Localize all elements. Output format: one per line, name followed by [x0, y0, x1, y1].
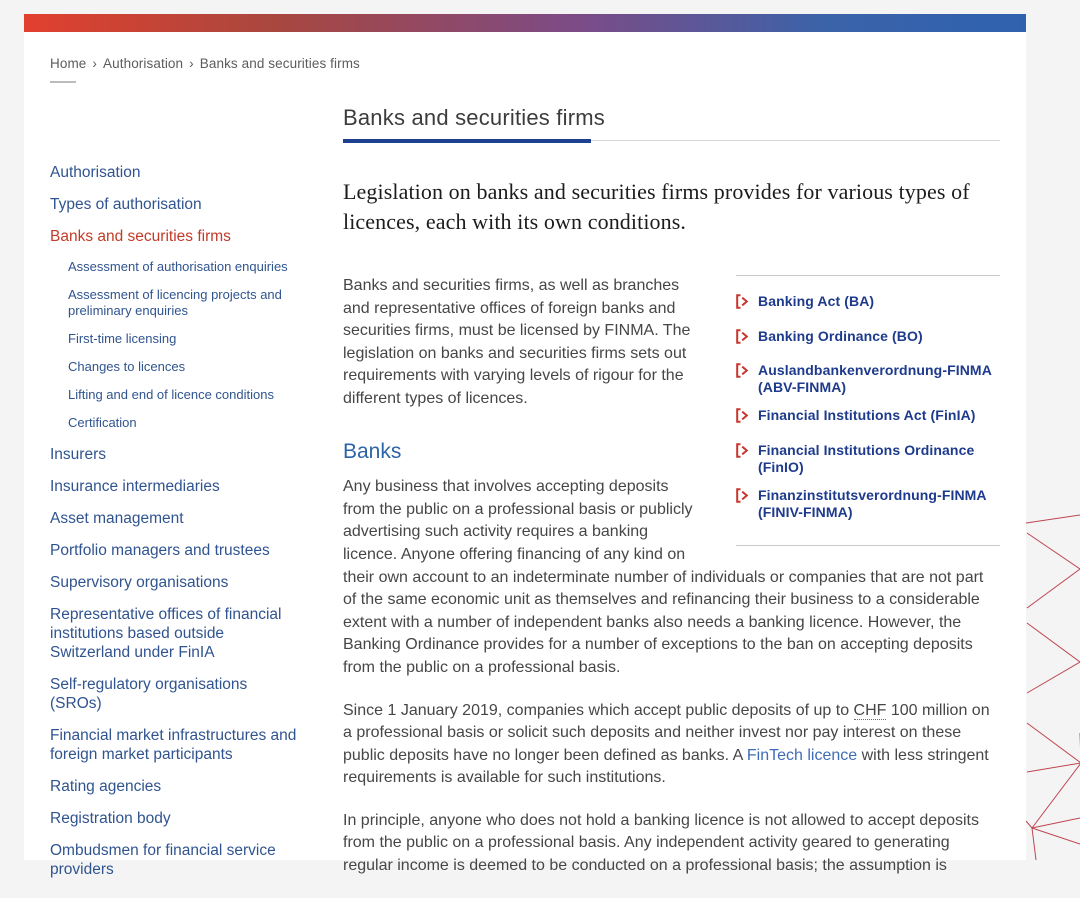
related-link-abv-finma[interactable]: Auslandbankenverordnung-FINMA (ABV-FINMA): [736, 362, 1000, 396]
sidebar-item-representative-offices[interactable]: Representative offices of financial institutions based outside Switzerland under FinIA: [50, 606, 282, 661]
breadcrumb-home[interactable]: Home: [50, 56, 87, 71]
sidebar-item-banks-and-securities-firms[interactable]: Banks and securities firms: [50, 228, 231, 245]
decorative-mesh: [1026, 495, 1080, 860]
chf-abbreviation: CHF: [853, 701, 887, 719]
sidebar-item-portfolio-managers-trustees[interactable]: Portfolio managers and trustees: [50, 542, 270, 559]
related-link-finiv-finma[interactable]: Finanzinstitutsverordnung-FINMA (FINIV-FINMA): [736, 487, 1000, 521]
sidebar-subitem-first-time-licensing[interactable]: First-time licensing: [68, 331, 177, 346]
banks-paragraph-1: Any business that involves accepting deposits from the public on a professional basis or publicly advertising such activity requires a banking licence. Anyone offering financing of any kind on their own account to an indeterminate number of individuals or companies that are not part of the same economic unit as themselves and refinancing their business to a considerable extent with a number of independent banks also needs a banking licence. However, the Banking Ordinance provides for a number of exceptions to the ban on accepting deposits from the public on a professional basis.: [343, 478, 984, 676]
link-arrow-icon: [736, 294, 749, 317]
page-title: Banks and securities firms: [343, 105, 605, 130]
sidebar-subitem-assessment-authorisation-enquiries[interactable]: Assessment of authorisation enquiries: [68, 259, 288, 274]
link-arrow-icon: [736, 488, 749, 511]
section-heading-banks: Banks: [343, 439, 402, 463]
related-link-finio[interactable]: Financial Institutions Ordinance (FinIO): [736, 442, 1000, 476]
title-rule: [343, 139, 1000, 143]
content-card: [24, 32, 1026, 878]
breadcrumb-authorisation[interactable]: Authorisation: [103, 56, 184, 71]
main-content: [343, 105, 1000, 898]
related-link-finia[interactable]: Financial Institutions Act (FinIA): [736, 407, 1000, 431]
sidebar-subitem-changes-to-licences[interactable]: Changes to licences: [68, 359, 186, 374]
link-arrow-icon: [736, 408, 749, 431]
sidebar-item-self-regulatory-organisations[interactable]: Self-regulatory organisations (SROs): [50, 676, 248, 712]
sidebar-item-financial-market-infrastructures[interactable]: Financial market infrastructures and foreign market participants: [50, 727, 297, 763]
link-arrow-icon: [736, 363, 749, 386]
sidebar-item-authorisation[interactable]: Authorisation: [50, 164, 141, 181]
sidebar-subitem-certification[interactable]: Certification: [68, 415, 137, 430]
sidebar-item-insurance-intermediaries[interactable]: Insurance intermediaries: [50, 478, 220, 495]
sidebar-subitem-assessment-licencing-projects[interactable]: Assessment of licencing projects and preliminary enquiries: [68, 287, 282, 318]
fintech-licence-link[interactable]: FinTech licence: [746, 746, 858, 764]
sidebar-subnav: [68, 259, 303, 431]
sidebar-item-types-of-authorisation[interactable]: Types of authorisation: [50, 196, 202, 213]
breadcrumb-separator: ›: [92, 56, 98, 71]
related-link-banking-ordinance[interactable]: Banking Ordinance (BO): [736, 328, 1000, 352]
sidebar-item-rating-agencies[interactable]: Rating agencies: [50, 778, 162, 795]
lead-paragraph: Legislation on banks and securities firms provides for various types of licences, each with its own conditions.: [343, 179, 970, 234]
breadcrumb-current: Banks and securities firms: [199, 56, 360, 71]
link-arrow-icon: [736, 443, 749, 466]
banks-paragraph-2: Since 1 January 2019, companies which accept public deposits of up to CHF 100 million on a professional basis or solicit such deposits and neither invest nor pay interest on these public deposits have no longer been defined as banks. A FinTech licence with less stringent requirements is available for such institutions.: [343, 701, 990, 787]
sidebar-item-insurers[interactable]: Insurers: [50, 446, 106, 463]
sidebar-subitem-lifting-end-licence-conditions[interactable]: Lifting and end of licence conditions: [68, 387, 274, 402]
related-links-box: [736, 275, 1000, 546]
intro-paragraph: Banks and securities firms, as well as branches and representative offices of foreign banks and securities firms, must be licensed by FINMA. The legislation on banks and securities firms sets out requirements with varying levels of rigour for the different types of licences.: [343, 277, 691, 407]
brand-gradient-bar: [24, 14, 1026, 32]
breadcrumb-separator: ›: [189, 56, 194, 71]
sidebar-item-ombudsmen[interactable]: Ombudsmen for financial service providers: [50, 842, 276, 878]
sidebar-nav: [50, 163, 343, 892]
sidebar-item-registration-body[interactable]: Registration body: [50, 810, 171, 827]
related-link-banking-act[interactable]: Banking Act (BA): [736, 293, 1000, 317]
sidebar-item-asset-management[interactable]: Asset management: [50, 510, 184, 527]
banks-paragraph-3: In principle, anyone who does not hold a banking licence is not allowed to accept deposits from the public on a professional basis. Any independent activity geared to generating regular income is deemed to be conducted on a professional basis; the assumption is: [343, 811, 979, 875]
breadcrumb: [50, 56, 1000, 71]
sidebar-item-supervisory-organisations[interactable]: Supervisory organisations: [50, 574, 229, 591]
link-arrow-icon: [736, 329, 749, 352]
